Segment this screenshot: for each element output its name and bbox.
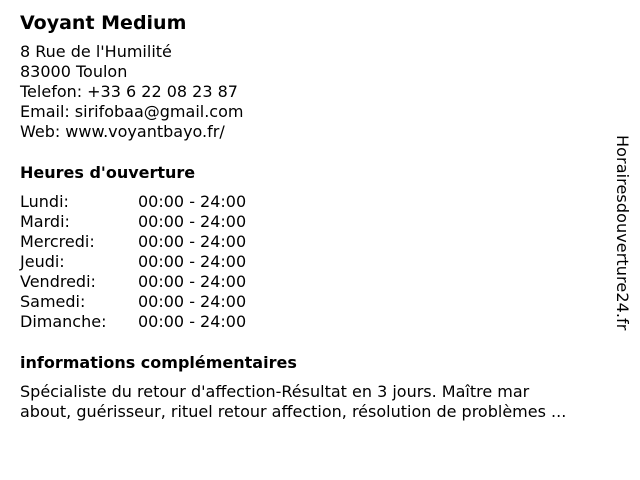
opening-hours-heading: Heures d'ouverture bbox=[20, 163, 196, 182]
day-label: Samedi: bbox=[20, 292, 86, 311]
time-range: 00:00 - 24:00 bbox=[138, 252, 247, 271]
time-range: 00:00 - 24:00 bbox=[138, 312, 247, 331]
address-street: 8 Rue de l'Humilité bbox=[20, 42, 172, 61]
day-label: Vendredi: bbox=[20, 272, 96, 291]
email-label: Email: bbox=[20, 102, 70, 121]
day-label: Mardi: bbox=[20, 212, 70, 231]
website-link[interactable]: www.voyantbayo.fr/ bbox=[65, 122, 225, 141]
info-line-1: Spécialiste du retour d'affection-Résultat en 3 jours. Maître mar bbox=[20, 382, 530, 401]
address-block bbox=[20, 42, 610, 142]
web-line bbox=[20, 122, 610, 142]
additional-info-text bbox=[20, 382, 610, 422]
day-label: Dimanche: bbox=[20, 312, 107, 331]
address-city: 83000 Toulon bbox=[20, 62, 128, 81]
time-range: 00:00 - 24:00 bbox=[138, 272, 247, 291]
time-range: 00:00 - 24:00 bbox=[138, 232, 247, 251]
business-name: Voyant Medium bbox=[20, 12, 187, 34]
hours-row-dimanche bbox=[20, 312, 610, 332]
hours-row-mardi bbox=[20, 212, 610, 232]
time-range: 00:00 - 24:00 bbox=[138, 212, 247, 231]
phone-number[interactable]: +33 6 22 08 23 87 bbox=[87, 82, 238, 101]
time-range: 00:00 - 24:00 bbox=[138, 192, 247, 211]
time-range: 00:00 - 24:00 bbox=[138, 292, 247, 311]
additional-info-heading: informations complémentaires bbox=[20, 353, 297, 372]
hours-row-vendredi bbox=[20, 272, 610, 292]
hours-row-lundi bbox=[20, 192, 610, 212]
day-label: Jeudi: bbox=[20, 252, 65, 271]
day-label: Mercredi: bbox=[20, 232, 95, 251]
web-label: Web: bbox=[20, 122, 61, 141]
hours-row-jeudi bbox=[20, 252, 610, 272]
day-label: Lundi: bbox=[20, 192, 69, 211]
opening-hours-table bbox=[20, 192, 610, 332]
site-brand-vertical[interactable]: Horairesdouverture24.fr bbox=[613, 135, 632, 331]
phone-line bbox=[20, 82, 610, 102]
email-address[interactable]: sirifobaa@gmail.com bbox=[74, 102, 244, 121]
email-line bbox=[20, 102, 610, 122]
info-line-2: about, guérisseur, rituel retour affection, résolution de problèmes ... bbox=[20, 402, 567, 421]
hours-row-samedi bbox=[20, 292, 610, 312]
hours-row-mercredi bbox=[20, 232, 610, 252]
phone-label: Telefon: bbox=[20, 82, 83, 101]
business-card bbox=[20, 10, 610, 422]
